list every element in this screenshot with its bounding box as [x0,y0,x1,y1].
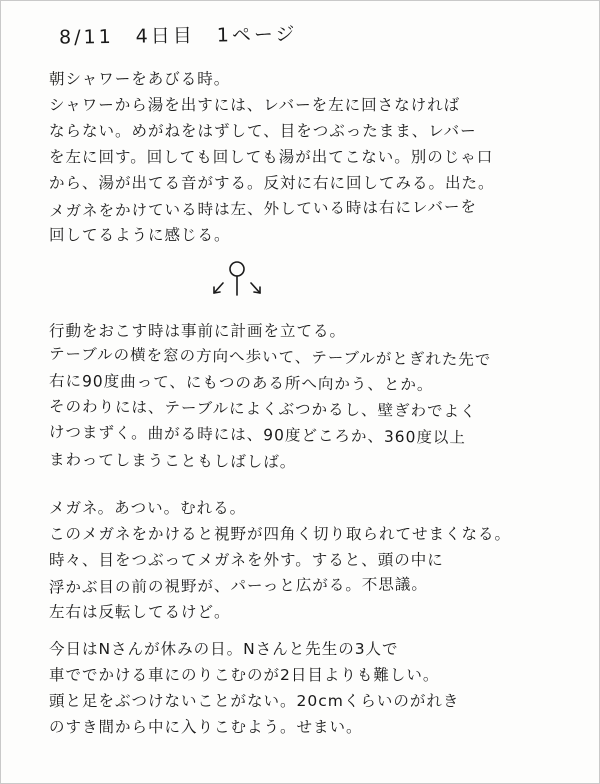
entry-line: 右に90度曲って、にもつのある所へ向かう、とか。 [48,371,434,395]
entry-line: テーブルの横を窓の方向へ歩いて、テーブルがとぎれた先で [48,344,492,370]
entry-line: 車ででかける車にのりこむのが2日目よりも難しい。 [49,666,440,684]
entry-line: 今日はNさんが休みの日。Nさんと先生の3人で [49,640,399,658]
entry-line: 行動をおこす時は事前に計画を立てる。 [49,322,347,340]
entry-line: のすき間から中に入りこむよう。せまい。 [49,718,363,736]
entry-line: 朝シャワーをあびる時。 [49,70,231,88]
entry-line: から、湯が出てる音がする。反対に右に回してみる。出た。 [49,174,495,192]
entry-line: 回してるように感じる。 [49,226,231,244]
standing-figure-with-rotation-arrows-icon [209,257,265,307]
entry-line: 浮かぶ目の前の視野が、パーっと広がる。不思議。 [48,575,428,597]
entry-line: を左に回す。回しても回しても湯が出てこない。別のじゃ口 [49,148,494,166]
entry-line: ならない。めがねをはずして、目をつぶったまま、レバー [49,122,477,140]
entry-line: そのわりには、テーブルによくぶつかるし、壁ぎわでよく [48,397,477,421]
entry-line: このメガネをかけると視野が四角く切り取られてせまくなる。 [49,525,512,543]
date-page-header: 8/11 4日目 1ページ [58,23,298,49]
entry-line: けつまずく。曲がる時には、90度どころか、360度以上 [48,423,467,447]
entry-line: 時々、目をつぶってメガネを外す。すると、頭の中に [49,551,444,569]
entry-line: シャワーから湯を出すには、レバーを左に回さなければ [49,96,461,114]
entry-line: メガネをかけている時は左、外している時は右にレバーを [48,197,478,221]
entry-line: 左右は反転してるけど。 [49,603,231,621]
entry-line: まわってしまうこともしばしば。 [48,450,297,472]
entry-line: メガネ。あつい。むれる。 [49,499,247,517]
entry-line: 頭と足をぶつけないことがない。20cmくらいのがれき [49,692,460,710]
